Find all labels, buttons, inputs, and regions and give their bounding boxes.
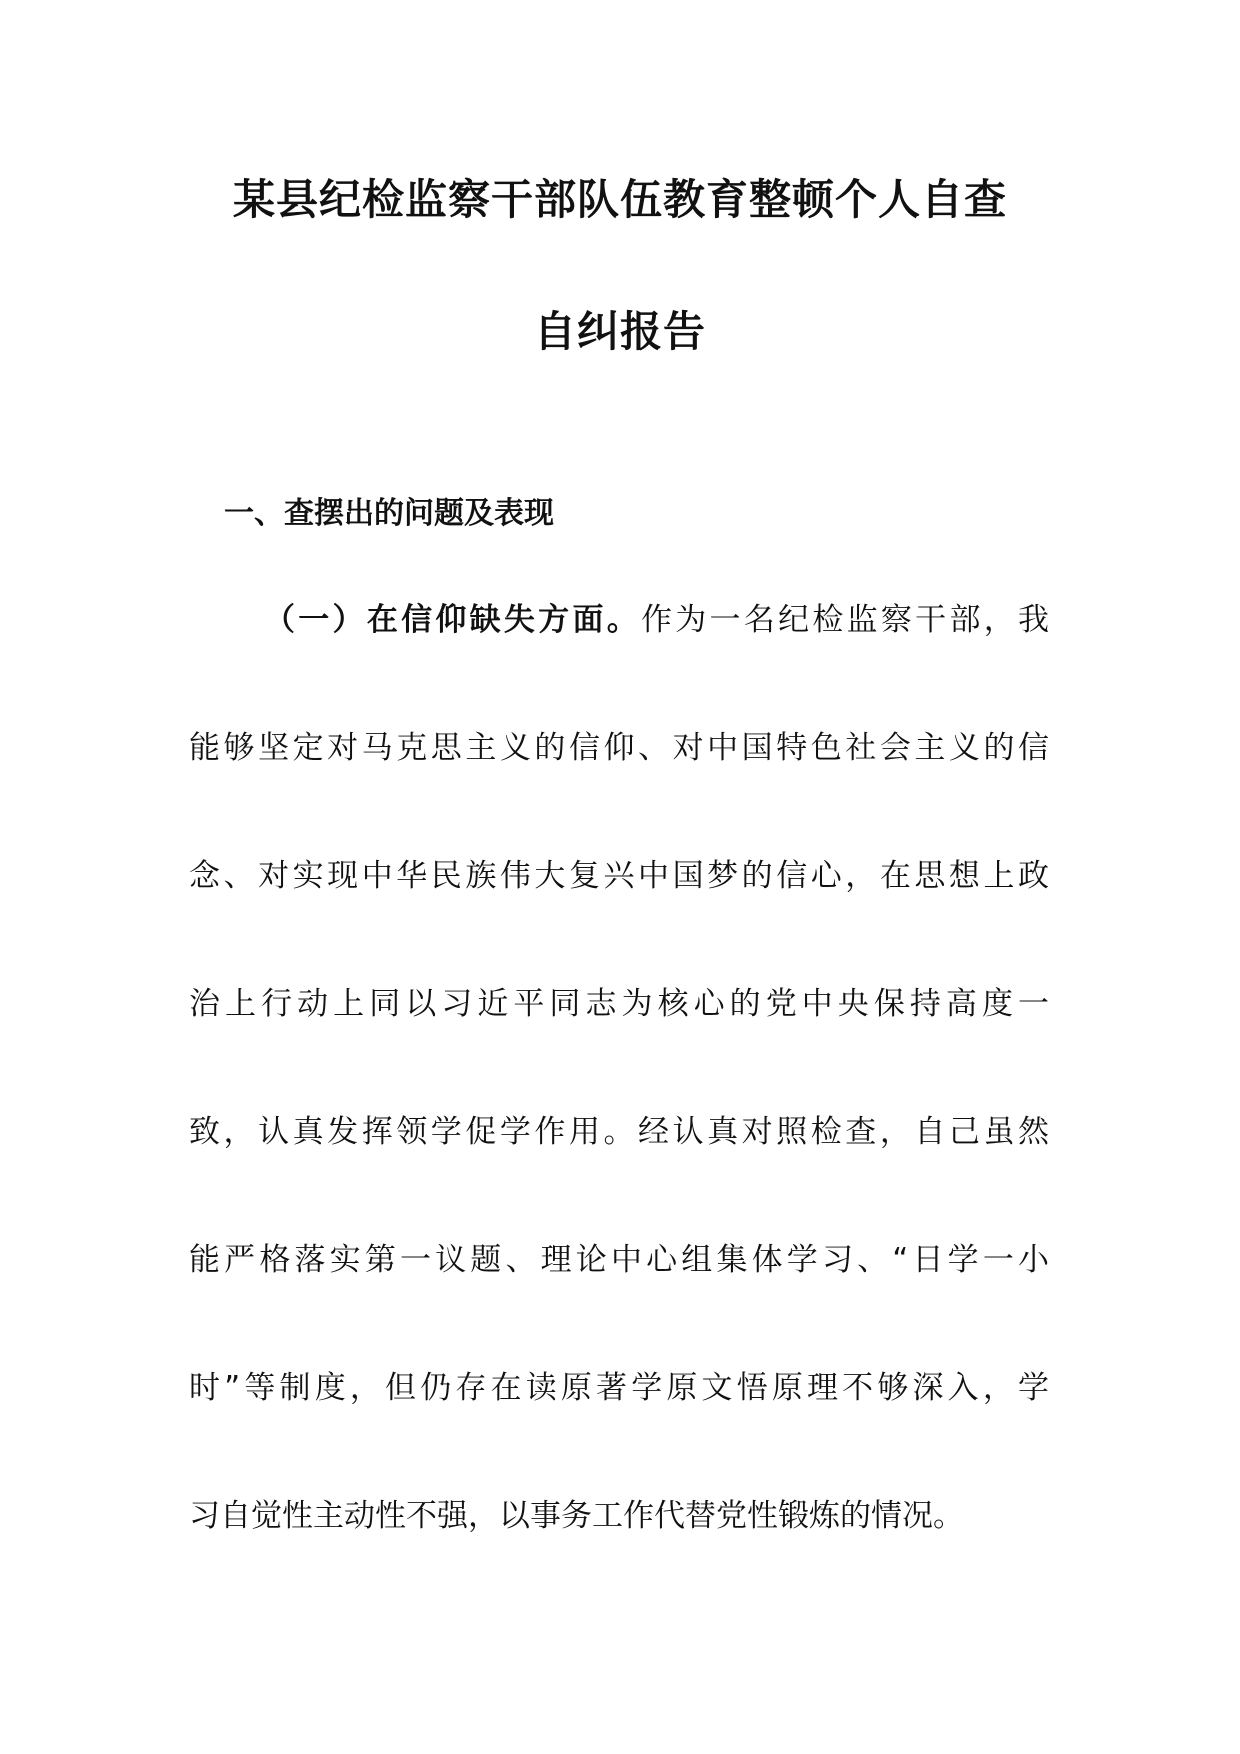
document-title-line-1: 某县纪检监察干部队伍教育整顿个人自查 bbox=[232, 175, 1007, 224]
paragraph-line-3: 念、对实现中华民族伟大复兴中国梦的信心，在思想上政 bbox=[189, 858, 1049, 894]
subsection-label: （一）在信仰缺失方面。 bbox=[264, 602, 641, 638]
paragraph-line-5: 致，认真发挥领学促学作用。经认真对照检查，自己虽然 bbox=[189, 1114, 1049, 1150]
paragraph-line-4: 治上行动上同以习近平同志为核心的党中央保持高度一 bbox=[189, 986, 1049, 1022]
paragraph-line-7: 时”等制度，但仍存在读原著学原文悟原理不够深入，学 bbox=[189, 1370, 1049, 1406]
paragraph-line-1 bbox=[264, 598, 1049, 642]
document-title-line-2: 自纠报告 bbox=[533, 307, 706, 356]
paragraph-line-1-text: 作为一名纪检监察干部，我 bbox=[641, 602, 1049, 638]
paragraph-line-6: 能严格落实第一议题、理论中心组集体学习、“日学一小 bbox=[189, 1242, 1049, 1278]
paragraph-line-8: 习自觉性主动性不强，以事务工作代替党性锻炼的情况。 bbox=[189, 1498, 964, 1534]
paragraph-line-2: 能够坚定对马克思主义的信仰、对中国特色社会主义的信 bbox=[189, 730, 1049, 766]
section-heading: 一、查摆出的问题及表现 bbox=[224, 496, 554, 531]
